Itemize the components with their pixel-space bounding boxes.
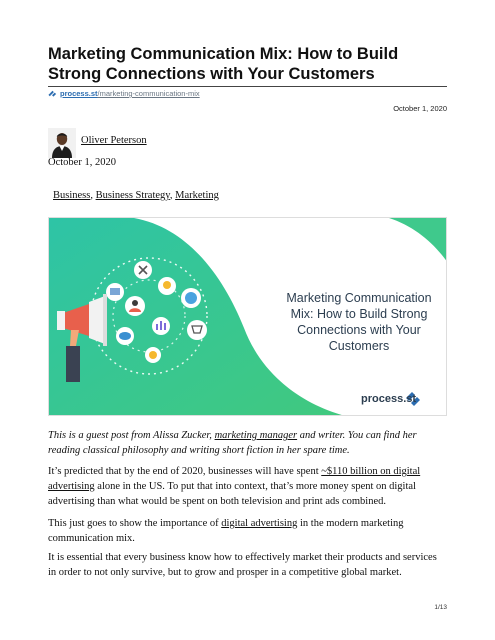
hero-logo: [361, 393, 416, 405]
p2-text-before: This just goes to show the importance of: [48, 518, 222, 529]
hero-logo-text: process.st: [361, 393, 417, 405]
p1-text-after: alone in the US. To put that into context, that’s more money spent on digital advertising than what would be spent on both television and print ads combined.: [48, 481, 416, 507]
category-links: Business, Business Strategy, Marketing: [53, 190, 219, 201]
intro-text-before: This is a guest post from Alissa Zucker,: [48, 430, 215, 441]
p1-text-before: It’s predicted that by the end of 2020, businesses will have spent: [48, 466, 322, 477]
source-path[interactable]: /marketing-communication-mix: [97, 89, 200, 98]
digital-ad-spend-link[interactable]: ~$110 billion on digital advertising: [48, 466, 421, 492]
intro-text-after: and writer. You can find her reading classical philosophy and writing short fiction in her spare time.: [48, 430, 417, 456]
digital-advertising-link[interactable]: digital advertising: [221, 518, 298, 529]
title-divider: [48, 86, 447, 87]
source-domain[interactable]: process.st: [60, 89, 98, 98]
header-date: October 1, 2020: [393, 104, 447, 113]
author-name-link[interactable]: Oliver Peterson: [81, 135, 147, 146]
author-photo-icon: [48, 128, 76, 158]
category-business[interactable]: Business: [53, 190, 91, 201]
intro-paragraph: [48, 428, 447, 458]
category-business-strategy[interactable]: Business Strategy: [95, 190, 170, 201]
hero-banner-image: [48, 217, 447, 416]
paragraph-3: It is essential that every business know how to effectively market their products and services in order to not only survive, but to grow and prosper in a competitive global market.: [48, 552, 437, 578]
paragraph-1: [48, 464, 447, 509]
process-st-logo-icon: [48, 89, 57, 98]
post-date: October 1, 2020: [48, 157, 116, 168]
marketing-manager-link[interactable]: marketing manager: [214, 430, 298, 441]
source-link[interactable]: [48, 89, 200, 98]
page-number: 1/13: [434, 604, 447, 611]
page-title: Marketing Communication Mix: How to Build Strong Connections with Your Customers: [48, 45, 399, 83]
paragraph-2: [48, 516, 447, 546]
category-marketing[interactable]: Marketing: [175, 190, 219, 201]
hero-title: Marketing Communication Mix: How to Build Strong Connections with Your Customers: [286, 291, 432, 353]
p2-text-after: in the modern marketing communication mix.: [48, 518, 404, 544]
author-avatar: [48, 128, 76, 158]
